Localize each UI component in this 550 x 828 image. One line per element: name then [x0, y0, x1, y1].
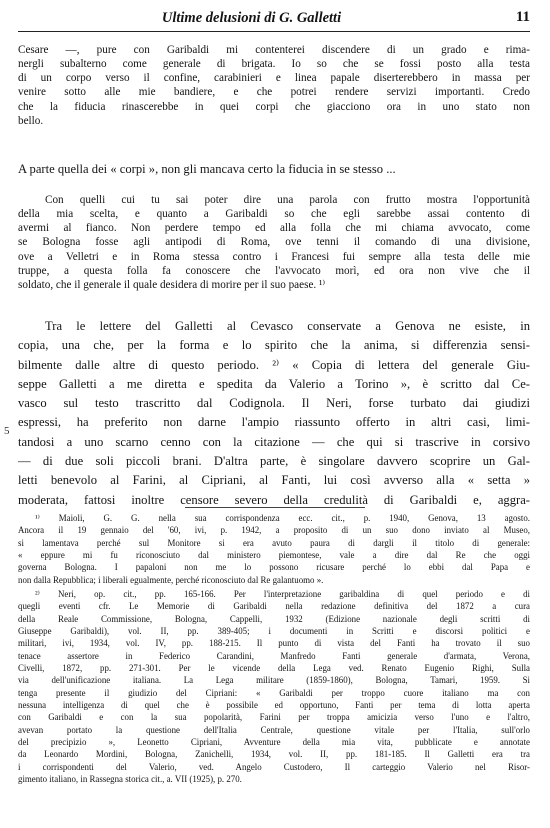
text-line: Con quelli cui tu sai poter dire una parola con frutto mostra l'opportunità [45, 194, 530, 206]
footnote-2 [18, 588, 530, 786]
footnote-line: tenace assertore in Federico Carandini, Manfredo Fanti generale d'armata, Verona, [18, 650, 530, 661]
footnote-line: non dalla Repubblica; i liberali egualmente, perché riconosciuto dal Re galantuomo ». [18, 574, 324, 585]
text-line: di un corpo verso il confine, carabinieri e linea papale diserterebbero in massa per [18, 72, 530, 85]
header-rule [18, 31, 530, 32]
footnote-line: gimento italiano, in Rassegna storica cit., a. VII (1925), p. 270. [18, 774, 242, 785]
footnote-line: ²⁾ Neri, op. cit., pp. 165-166. Per l'interpretazione garibaldina di quel periodo e di [35, 589, 530, 599]
running-head-title: Ultime delusioni di G. Galletti [161, 10, 342, 26]
running-header [18, 8, 530, 30]
text-line: moderata, fattosi inoltre censore severo della credulità di Garibaldi e, aggra- [18, 492, 530, 507]
footnote-line: Giuseppe Garibaldi), vol. II, pp. 389-405; i documenti in Scritti e discorsi politici e [18, 626, 530, 637]
footnote-line: i corrispondenti del Valerio, ved. Angelo Custodero, Il carteggio Valerio nel Risor- [18, 761, 530, 772]
text-line: copia, una che, per la forma e lo spirito che la anima, si differenzia sensi- [18, 338, 530, 353]
quote-block-2 [18, 193, 530, 292]
text-line: letti benevolo al Farini, al Cipriani, al Fanti, lui così avverso alla « setta » [18, 473, 530, 488]
footnote-1 [18, 512, 530, 586]
footnote-line: della Reale Commissione, Bologna, Cappelli, 1932 (Edizione nazionale degli scritti di [18, 613, 530, 624]
footnote-line: da Leonardo Mordini, Bologna, Zanichelli, 1934, vol. II, pp. 181-185. Il Galletti era tra [18, 749, 530, 760]
footnote-line: si lamentava perché sul Monitore si era avuto paura di dargli il titolo di generale: [18, 537, 530, 548]
text-line: se Bologna fosse agli antipodi di Roma, ove tenni il comando di una divisione, [18, 236, 530, 249]
footnote-line: avevan portato la questione dell'Italia Centrale, questione vitale per l'Italia, sull'orlo [18, 724, 530, 735]
footnote-line: quegli eventi cfr. Le Memorie di Garibaldi nella redazione definitiva del 1872 a cura [18, 601, 530, 612]
body-paragraph-2 [18, 317, 530, 510]
text-line: bello. [18, 114, 44, 127]
footnote-line: Civelli, 1872, pp. 271-301. Per le vicende della Lega ved. Renato Eugenio Righi, Sulla [18, 663, 530, 674]
footnote-rule [185, 507, 365, 508]
text-line: vasco sul testo trascritto dal Codignola. Il Neri, forse turbato dai giudizi [18, 396, 530, 411]
text-line: A parte quella dei « corpi », non gli mancava certo la fiducia in se stesso ... [18, 162, 396, 176]
text-line: — di due soli piccoli brani. D'altra parte, è singolare davvero scoprire un Gal- [18, 454, 530, 469]
footnote-line: ¹⁾ Maioli, G. G. nella sua corrispondenza ecc. cit., p. 1940, Genova, 13 agosto. [35, 513, 530, 523]
text-line: avermi al fianco. Non perdere tempo ed alla folla che mi chiama avvocato, come [18, 222, 530, 235]
text-line: espressi, ha preferito non darne l'ampio riassunto offerto in altri casi, limi- [18, 415, 530, 430]
text-line: che la fiducia rinascerebbe in quei corpi che giacciono ora in uno stato non [18, 100, 530, 113]
margin-marker: 5 [4, 425, 10, 437]
text-line: ove a Velletri e in Roma stessa contro i Francesi fui sempre alla testa delle mie [18, 250, 530, 263]
text-line: Tra le lettere del Galletti al Cevasco conservate a Genova ne esiste, in [45, 319, 530, 333]
footnote-line: Ancora il 19 gennaio del '60, ivi, p. 1942, a proposito di un suo dono inviato al Museo, [18, 525, 530, 536]
footnote-line: via dell'unificazione italiana. La Lega militare (1859-1860), Bologna, Tamari, 1959. Si [18, 675, 530, 686]
footnote-line: nessuna intelligenza di quel che è possibile ed opportuno, Fanti per tema di lotta aperta [18, 700, 530, 711]
text-line: seppe Galletti a me diretta e spedita da Valerio a Torino », è scritto dal Ce- [18, 376, 530, 391]
text-line: della mia scelta, e quanto a Garibaldi so che egli sarebbe assai contento di [18, 208, 530, 221]
text-line: Cesare —, pure con Garibaldi mi contenterei discendere di un grado e rima- [18, 44, 530, 56]
text-line: truppe, a questa folla fa conoscere che l'avvocato morì, ed ora non vive che il [18, 264, 530, 277]
footnote-line: tenga presente il giudizio del Cipriani: « Garibaldi per troppo cuore italiano ma con [18, 687, 530, 698]
text-line: bilmente dalle altre di questo periodo. ²⁾ « Copia di lettera del generale Giu- [18, 357, 530, 372]
footnote-line: governa Bologna. I papaloni non me lo possono ricusare perché lo ebbi dal Papa e [18, 562, 530, 573]
footnote-line: militari, ivi, 1934, vol. IV, pp. 188-215. Il punto di vista del Fanti ha trovato il suo [18, 638, 530, 649]
footnote-line: « eppure mi fu riconosciuto dal ministero piemontese, vale a dire dal Re che oggi [18, 550, 530, 561]
footnote-line: del precipizio », Leonetto Cipriani, Avventure della mia vita, pubblicate e annotate [18, 737, 530, 748]
page-number: 11 [515, 9, 530, 25]
body-paragraph-1 [18, 160, 530, 179]
text-line: nergli subalterno come generale di brigata. Io so che se fossi posto alla testa [18, 58, 530, 71]
text-line: tandosi a uno scarno cenno con la citazione — che qui si trascrive in corsivo [18, 434, 530, 449]
quote-block-1 [18, 43, 530, 128]
footnote-line: con Garibaldi e con la sua popolarità, Farini per troppa amicizia verso l'uno e l'altro, [18, 712, 530, 723]
text-line: venire sotto alle mie bandiere, e che potrei rendere servizi importanti. Credo [18, 86, 530, 99]
text-line: soldato, che il generale il quale desidera di morire per il suo paese. ¹⁾ [18, 278, 326, 291]
